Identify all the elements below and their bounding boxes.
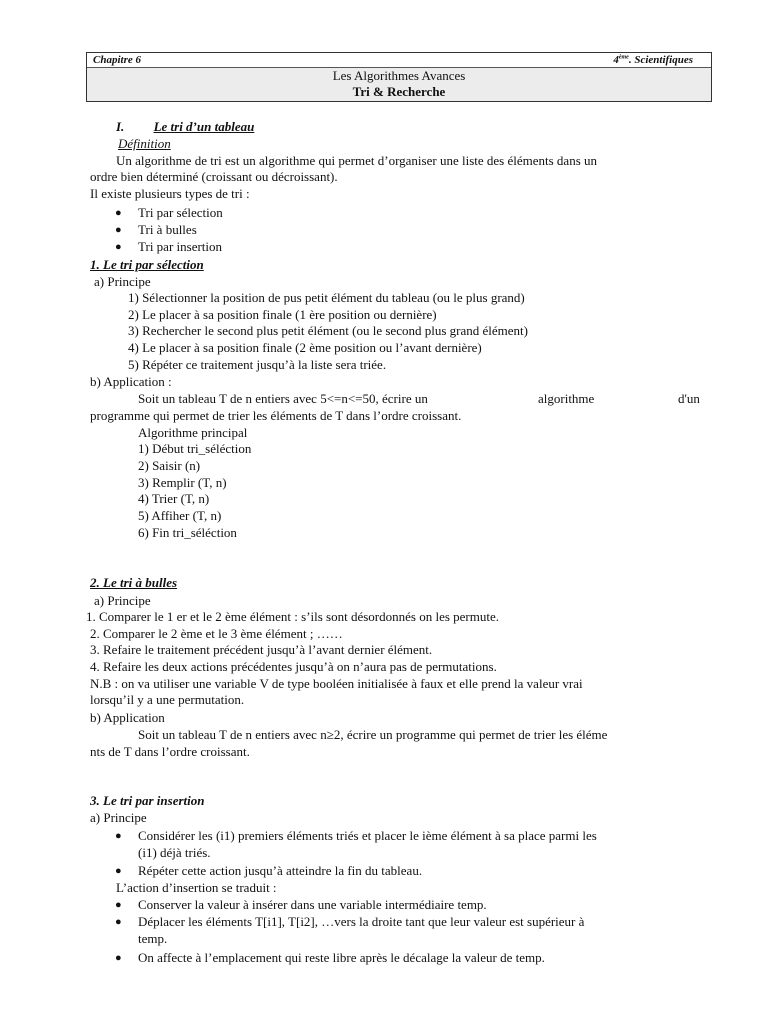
application-line: algorithme [538,391,595,406]
definition-line: ordre bien déterminé (croissant ou décroissant). [90,169,338,184]
definition-label: Définition [118,136,171,151]
bullet-icon: ● [115,952,122,964]
note-line: N.B : on va utiliser une variable V de type booléen initialisée à faux et elle prend la valeur vrai [90,676,583,691]
chapter-label: Chapitre 6 [93,54,141,66]
step-line: 4) Le placer à sa position finale (2 ème position ou l’avant dernière) [128,340,482,355]
list-item: Considérer les (i1) premiers éléments triés et placer le ième élément à sa place parmi les [138,828,597,843]
step-line: 4. Refaire les deux actions précédentes jusqu’à on n’aura pas de permutations. [90,659,497,674]
algorithm-step: 6) Fin tri_séléction [138,525,237,540]
bullet-icon: ● [115,241,122,253]
step-line: 1) Sélectionner la position de pus petit élément du tableau (ou le plus grand) [128,290,525,305]
list-item: Répéter cette action jusqu’à atteindre la fin du tableau. [138,863,423,878]
step-line: 5) Répéter ce traitement jusqu’à la liste sera triée. [128,357,387,372]
bullet-icon: ● [115,224,122,236]
application-line: d'un [678,391,700,406]
types-intro: Il existe plusieurs types de tri : [90,186,250,201]
algorithm-step: 4) Trier (T, n) [138,491,210,506]
algorithm-step: 5) Affiher (T, n) [138,508,222,523]
list-item: On affecte à l’emplacement qui reste libre après le décalage la valeur de temp. [138,950,545,965]
section-heading [116,119,254,135]
definition-line: Un algorithme de tri est un algorithme qui permet d’organiser une liste des éléments dans un [116,153,597,168]
principe-label: a) Principe [94,274,151,289]
algorithm-title: Algorithme principal [138,425,248,440]
action-intro: L’action d’insertion se traduit : [116,880,277,895]
algorithm-step: 1) Début tri_séléction [138,441,252,456]
class-prefix: 4 [613,54,619,66]
chapter-header [86,52,712,102]
step-line: 3) Rechercher le second plus petit élément (ou le second plus grand élément) [128,323,528,338]
bullet-icon: ● [115,916,122,928]
subsection-title: 3. Le tri par insertion [90,793,205,808]
bullet-icon: ● [115,207,122,219]
subsection-title: 2. Le tri à bulles [90,575,178,590]
step-line: 3. Refaire le traitement précédent jusqu’à l’avant dernier élément. [90,642,433,657]
list-item: Tri par insertion [138,239,223,254]
principe-label: a) Principe [94,593,151,608]
application-line: Soit un tableau T de n entiers avec n≥2, écrire un programme qui permet de trier les éléme [138,727,608,742]
algorithm-step: 3) Remplir (T, n) [138,475,227,490]
application-line: programme qui permet de trier les éléments de T dans l’ordre croissant. [90,408,462,423]
algorithm-step: 2) Saisir (n) [138,458,201,473]
bullet-icon: ● [115,899,122,911]
step-line: 2. Comparer le 2 ème et le 3 ème élément ; …… [90,626,343,641]
list-item: (i1) déjà triés. [138,845,211,860]
list-item: Déplacer les éléments T[i1], T[i2], …vers la droite tant que leur valeur est supérieur à [138,914,585,929]
application-label: b) Application [90,710,165,725]
step-line: 2) Le placer à sa position finale (1 ère position ou dernière) [128,307,437,322]
section-number: I. [116,119,125,134]
class-suffix: . Scientifiques [628,54,693,66]
list-item: temp. [138,931,168,946]
list-item: Conserver la valeur à insérer dans une variable intermédiaire temp. [138,897,487,912]
list-item: Tri à bulles [138,222,197,237]
list-item: Tri par sélection [138,205,223,220]
class-sup: ème [618,54,629,61]
step-line: 1. Comparer le 1 er et le 2 ème élément : s’ils sont désordonnés on les permute. [86,609,499,624]
section-title: Le tri d’un tableau [153,119,255,134]
application-line: nts de T dans l’ordre croissant. [90,744,250,759]
principe-label: a) Principe [90,810,147,825]
note-line: lorsqu’il y a une permutation. [90,692,245,707]
application-label: b) Application : [90,374,172,389]
application-line: Soit un tableau T de n entiers avec 5<=n<=50, écrire un [138,391,428,406]
document-subtitle: Tri & Recherche [352,84,446,99]
class-label [613,54,693,66]
bullet-icon: ● [115,865,122,877]
subsection-title: 1. Le tri par sélection [90,257,204,272]
document-title: Les Algorithmes Avances [332,68,466,83]
bullet-icon: ● [115,830,122,842]
